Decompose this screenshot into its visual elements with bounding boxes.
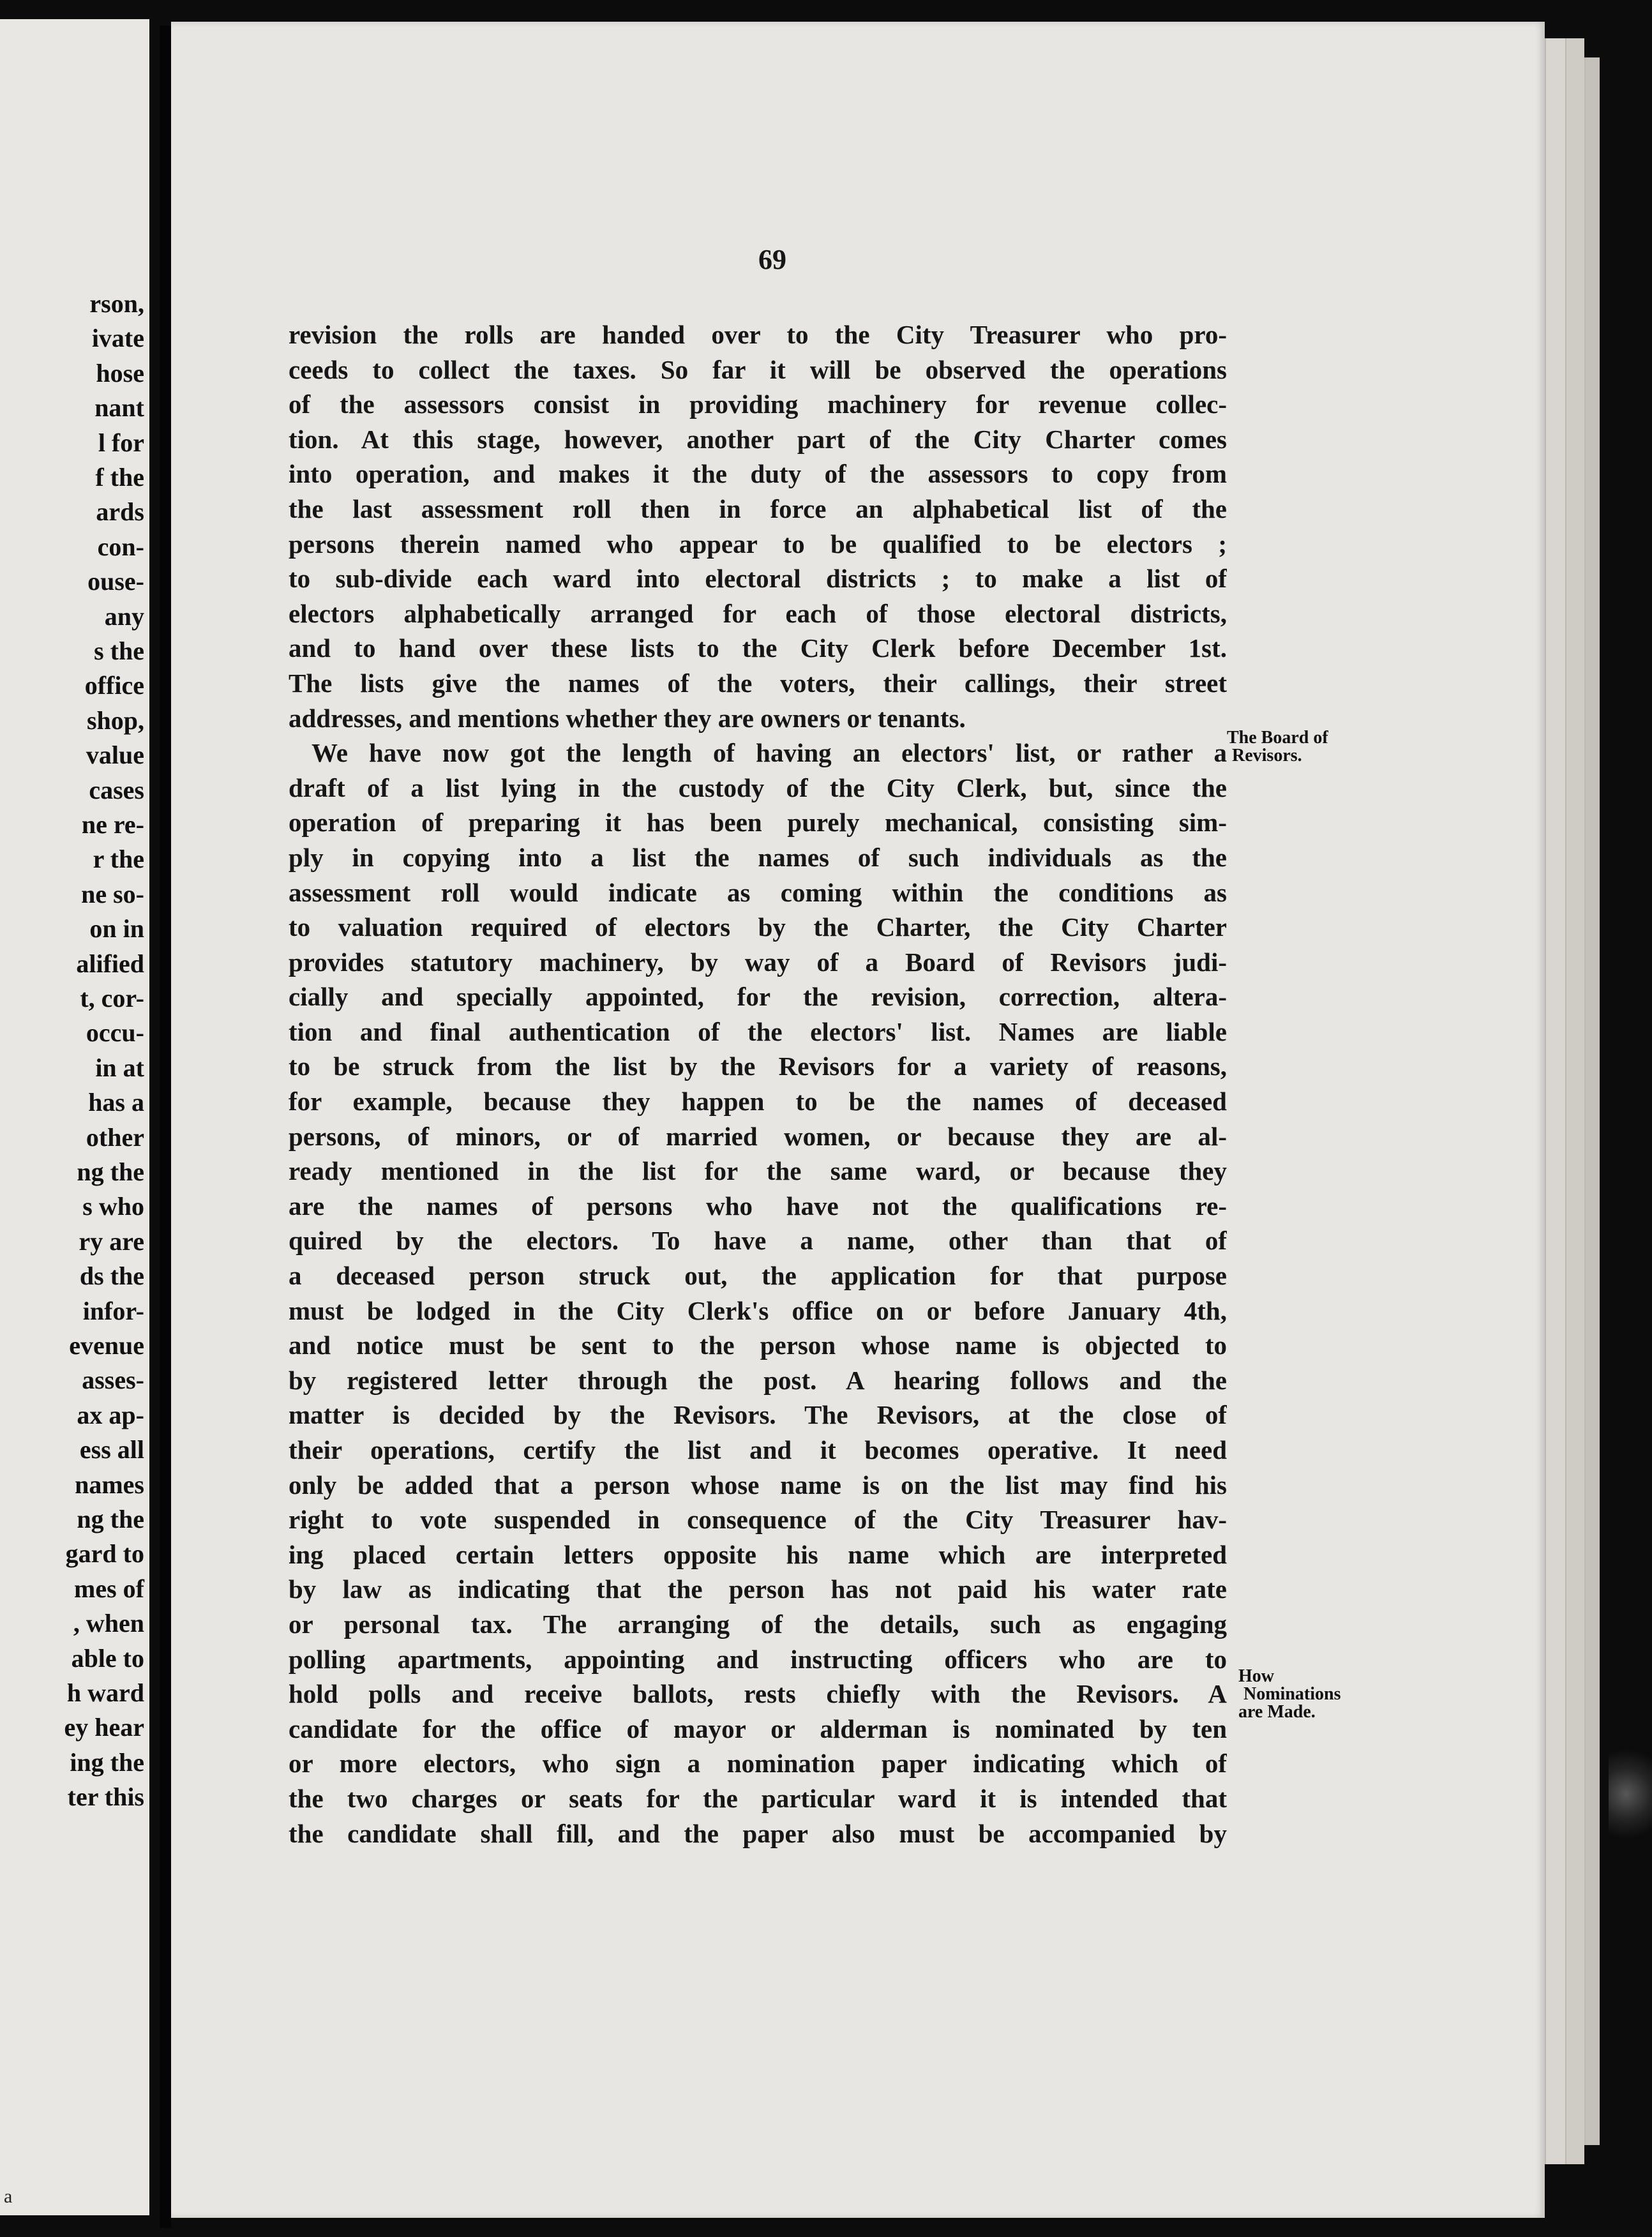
left-page-fragment: hose <box>96 358 144 388</box>
left-facing-page <box>0 19 149 2215</box>
text-line: persons, of minors, or of married women, or because they are al- <box>289 1121 1227 1151</box>
left-page-fragment: gard to <box>65 1539 144 1569</box>
sidenote-how-nominations-are-made <box>1238 1668 1340 1721</box>
left-page-fragment: ey hear <box>64 1713 144 1742</box>
text-line: for example, because they happen to be the names of deceased <box>289 1087 1227 1117</box>
left-page-fragment: any <box>104 601 144 631</box>
text-line: and notice must be sent to the person whose name is objected to <box>289 1330 1227 1360</box>
left-page-fragment: s the <box>94 636 144 665</box>
page-edge <box>1545 38 1565 2164</box>
text-line: the candidate shall fill, and the paper also must be accompanied by <box>289 1818 1227 1848</box>
text-line: persons therein named who appear to be qualified to be electors ; <box>289 529 1227 559</box>
text-line: the last assessment roll then in force an alphabetical list of the <box>289 493 1227 523</box>
page-edge <box>1565 38 1584 2164</box>
left-page-fragment: in at <box>95 1053 144 1082</box>
text-line: ply in copying into a list the names of such individuals as the <box>289 842 1227 872</box>
left-page-fragment: names <box>75 1470 144 1499</box>
left-page-fragment: r the <box>93 845 144 874</box>
text-line: tion. At this stage, however, another part of the City Charter comes <box>289 424 1227 454</box>
left-page-fragment: office <box>84 671 144 700</box>
sidenote-board-of-revisors <box>1227 729 1328 765</box>
left-page-fragment: asses- <box>82 1366 144 1395</box>
text-line: the two charges or seats for the particular ward it is intended that <box>289 1783 1227 1813</box>
left-page-fragment: has a <box>88 1088 144 1117</box>
text-line: electors alphabetically arranged for each of those electoral districts, <box>289 598 1227 628</box>
left-page-corner-mark: a <box>4 2186 13 2207</box>
text-line: ready mentioned in the list for the same ward, or because they <box>289 1156 1227 1186</box>
left-page-fragment: ing the <box>70 1747 144 1777</box>
left-page-fragment: mes of <box>74 1574 144 1603</box>
binding-gutter <box>160 26 171 2228</box>
left-page-fragment: con- <box>97 532 144 561</box>
left-page-fragment: occu- <box>86 1018 144 1048</box>
left-page-fragment: ng the <box>77 1157 144 1186</box>
sidenote-line: Nominations <box>1243 1684 1341 1704</box>
text-line: a deceased person struck out, the application for that purpose <box>289 1261 1227 1291</box>
text-line: or personal tax. The arranging of the details, such as engaging <box>289 1609 1227 1639</box>
text-line: We have now got the length of having an electors' list, or rather a <box>312 738 1227 768</box>
left-page-fragment: l for <box>98 428 144 457</box>
sidenote-line: How <box>1238 1666 1274 1686</box>
left-page-fragment: s who <box>82 1192 144 1221</box>
left-page-fragment: ess all <box>79 1435 144 1465</box>
left-page-fragment: ax ap- <box>77 1400 144 1429</box>
left-page-fragment: f the <box>95 463 144 492</box>
text-line: are the names of persons who have not the qualifications re- <box>289 1191 1227 1221</box>
left-page-fragment: alified <box>76 949 144 978</box>
text-line: addresses, and mentions whether they are owners or tenants. <box>289 703 966 733</box>
left-page-fragment: ng the <box>77 1505 144 1533</box>
text-line: or more electors, who sign a nomination paper indicating which of <box>289 1749 1227 1779</box>
left-page-fragment: able to <box>71 1643 144 1673</box>
main-body-text <box>289 317 1227 1851</box>
left-page-fragment: h ward <box>66 1678 144 1707</box>
text-line: only be added that a person whose name is on the list may find his <box>289 1470 1227 1500</box>
text-line: of the assessors consist in providing machinery for revenue collec- <box>289 389 1227 419</box>
left-page-fragment: ne re- <box>81 810 144 839</box>
text-line: tion and final authentication of the electors' list. Names are liable <box>289 1016 1227 1046</box>
left-page-fragment: value <box>86 741 144 770</box>
text-line: The lists give the names of the voters, their callings, their street <box>289 668 1227 698</box>
left-page-fragment: ivate <box>91 324 144 353</box>
text-line: matter is decided by the Revisors. The Revisors, at the close of <box>289 1400 1227 1430</box>
sidenote-line: Revisors. <box>1232 746 1302 765</box>
left-page-fragment: cases <box>89 775 144 804</box>
text-line: polling apartments, appointing and instructing officers who are to <box>289 1644 1227 1674</box>
text-line: into operation, and makes it the duty of the assessors to copy from <box>289 459 1227 489</box>
left-page-fragment: ards <box>96 497 144 527</box>
text-line: to sub-divide each ward into electoral districts ; to make a list of <box>289 564 1227 594</box>
text-line: ing placed certain letters opposite his name which are interpreted <box>289 1539 1227 1569</box>
left-page-fragment: , when <box>73 1609 144 1638</box>
left-page-fragment: ne so- <box>81 879 144 908</box>
sidenote-line: The Board of <box>1227 728 1328 748</box>
text-line: cially and specially appointed, for the revision, correction, altera- <box>289 982 1227 1012</box>
left-page-fragment: t, cor- <box>80 984 144 1013</box>
left-page-fragment: shop, <box>86 705 144 735</box>
left-page-fragment: ouse- <box>87 567 144 596</box>
text-line: candidate for the office of mayor or alderman is nominated by ten <box>289 1714 1227 1744</box>
text-line: their operations, certify the list and it becomes operative. It need <box>289 1435 1227 1465</box>
text-line: assessment roll would indicate as coming within the conditions as <box>289 877 1227 907</box>
text-line: quired by the electors. To have a name, other than that of <box>289 1226 1227 1256</box>
scan-artifact <box>1609 1736 1652 1851</box>
left-page-fragment: rson, <box>89 289 144 318</box>
text-line: revision the rolls are handed over to the City Treasurer who pro- <box>289 320 1227 349</box>
text-line: provides statutory machinery, by way of a Board of Revisors judi- <box>289 947 1227 977</box>
text-line: hold polls and receive ballots, rests chiefly with the Revisors. A <box>289 1679 1227 1709</box>
left-page-fragment: infor- <box>82 1296 144 1325</box>
text-line: and to hand over these lists to the City Clerk before December 1st. <box>289 633 1227 663</box>
left-page-fragment: ter this <box>67 1782 144 1812</box>
left-page-fragment: evenue <box>69 1331 144 1360</box>
text-line: right to vote suspended in consequence of the City Treasurer hav- <box>289 1505 1227 1535</box>
left-page-fragment: ry are <box>79 1226 144 1256</box>
left-page-fragment: on in <box>89 914 144 944</box>
text-line: to valuation required of electors by the Charter, the City Charter <box>289 912 1227 942</box>
text-line: must be lodged in the City Clerk's office on or before January 4th, <box>289 1295 1227 1325</box>
page-edge <box>1584 57 1600 2145</box>
left-page-fragment: ds the <box>79 1262 144 1291</box>
text-line: draft of a list lying in the custody of the City Clerk, but, since the <box>289 772 1227 802</box>
text-line: operation of preparing it has been purely mechanical, consisting sim- <box>289 808 1227 838</box>
text-line: ceeds to collect the taxes. So far it will be observed the operations <box>289 354 1227 384</box>
text-line: by registered letter through the post. A hearing follows and the <box>289 1365 1227 1395</box>
text-line: to be struck from the list by the Revisors for a variety of reasons, <box>289 1051 1227 1081</box>
page-number: 69 <box>758 244 786 275</box>
left-page-fragment: other <box>86 1122 144 1152</box>
sidenote-line: are Made. <box>1238 1702 1316 1722</box>
left-page-fragment: nant <box>94 393 144 423</box>
text-line: by law as indicating that the person has not paid his water rate <box>289 1574 1227 1604</box>
